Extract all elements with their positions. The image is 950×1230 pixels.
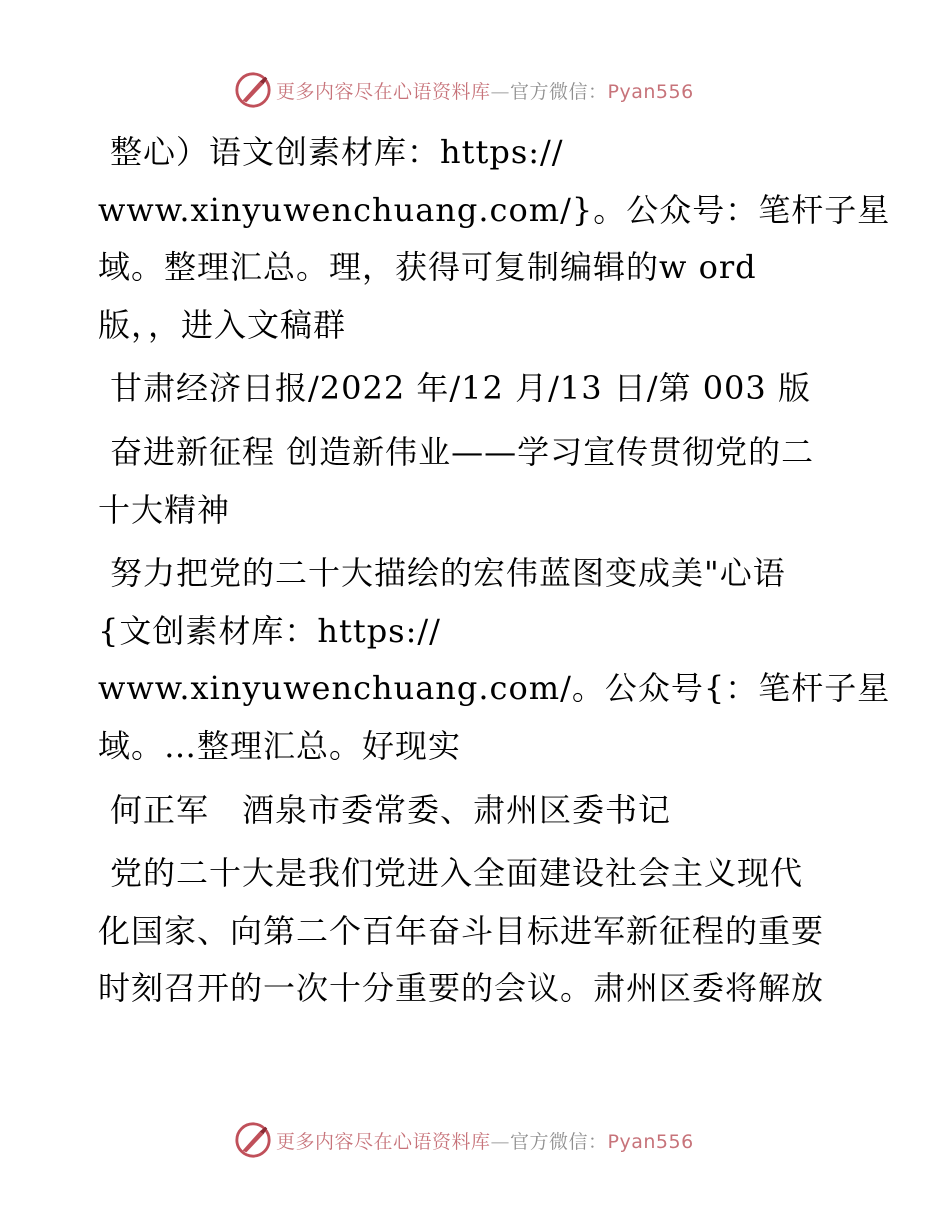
- text-line: 奋进新征程 创造新伟业——学习宣传贯彻党的二: [110, 432, 815, 471]
- text-line: 党的二十大是我们党进入全面建设社会主义现代: [110, 854, 804, 893]
- paragraph-publication-info: [98, 360, 858, 418]
- watermark-brand: 更多内容尽在心语资料库: [276, 80, 491, 103]
- paragraph-column-title: [98, 424, 858, 539]
- watermark-text: [276, 1127, 694, 1154]
- watermark-wechat-id: Pyan556: [607, 1130, 694, 1153]
- paragraph-article-title: [98, 545, 891, 775]
- text-line: 甘肃经济日报/2022 年/12 月/13 日/第 003 版: [110, 369, 811, 408]
- watermark-label: 官方微信：: [510, 1130, 608, 1153]
- paragraph-author: [98, 782, 858, 840]
- document-body: [98, 124, 891, 1024]
- text-line: 化国家、向第二个百年奋斗目标进军新征程的重要: [98, 911, 825, 950]
- paragraph-source-note: [98, 124, 891, 354]
- header-watermark: [234, 70, 694, 110]
- text-line: 何正军 酒泉市委常委、肃州区委书记: [110, 790, 672, 829]
- text-line: 版，，进入文稿群: [98, 305, 347, 344]
- text-line: 十大精神: [98, 490, 231, 529]
- text-line: 时刻召开的一次十分重要的会议。肃州区委将解放: [98, 969, 825, 1008]
- text-line: www.xinyuwenchuang.com/}。公众号：笔杆子星: [98, 190, 891, 229]
- watermark-dash: —: [490, 1130, 511, 1153]
- watermark-wechat-id: Pyan556: [607, 80, 694, 103]
- text-line: 整心）语文创素材库：https://: [110, 133, 564, 171]
- text-line: {文创素材库：https://: [98, 611, 441, 650]
- quill-pen-logo-icon: [234, 71, 272, 109]
- text-line: 域。…整理汇总。好现实: [98, 726, 462, 765]
- text-line: 努力把党的二十大描绘的宏伟蓝图变成美"心语: [110, 554, 786, 593]
- watermark-label: 官方微信：: [510, 80, 608, 103]
- paragraph-body: [98, 845, 858, 1018]
- text-line: 域。整理汇总。理，获得可复制编辑的w ord: [98, 248, 757, 287]
- quill-pen-logo-icon: [234, 1121, 272, 1159]
- watermark-text: [276, 77, 694, 104]
- watermark-brand: 更多内容尽在心语资料库: [276, 1130, 491, 1153]
- footer-watermark: [234, 1120, 694, 1160]
- text-line: www.xinyuwenchuang.com/。公众号{：笔杆子星: [98, 669, 891, 708]
- watermark-dash: —: [490, 80, 511, 103]
